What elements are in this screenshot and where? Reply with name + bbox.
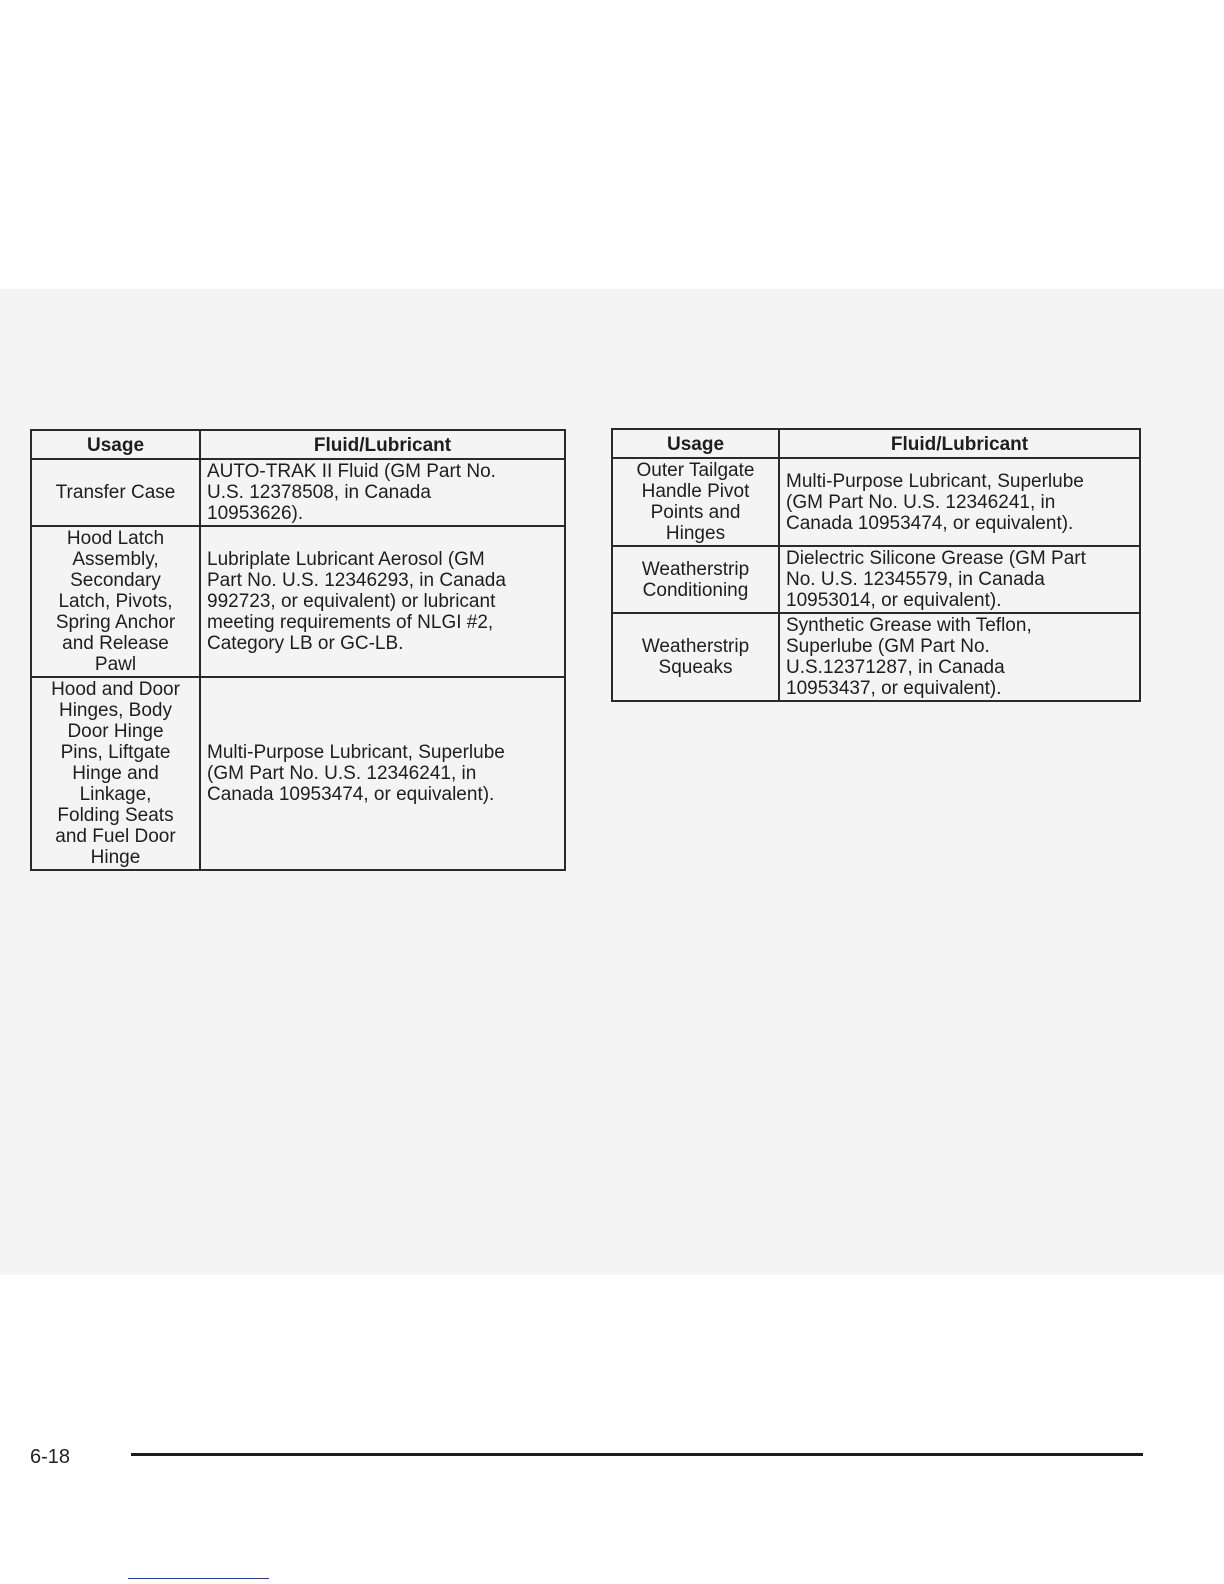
table-body — [612, 458, 1140, 701]
page-background — [0, 289, 1224, 1468]
header-usage: Usage — [31, 430, 200, 459]
usage-line: Outer Tailgate — [636, 460, 755, 481]
fluid-line: U.S. 12378508, in Canada — [207, 482, 431, 503]
usage-line: Hinge — [90, 847, 141, 868]
usage-line: Secondary — [70, 570, 161, 591]
fluid-line: Category LB or GC-LB. — [207, 633, 404, 654]
usage-line: Assembly, — [72, 549, 159, 570]
usage-line: and Fuel Door — [55, 826, 176, 847]
usage-cell — [31, 459, 200, 526]
header-fluid-lubricant: Fluid/Lubricant — [200, 430, 565, 459]
fluid-line: Superlube (GM Part No. — [786, 636, 990, 657]
usage-line: Hood and Door — [51, 679, 180, 700]
fluid-line: Canada 10953474, or equivalent). — [207, 784, 495, 805]
page-number: 6-18 — [30, 1446, 71, 1468]
header-fluid-lubricant: Fluid/Lubricant — [779, 429, 1140, 458]
usage-line: and Release — [62, 633, 169, 654]
table-header-row — [612, 429, 1140, 458]
usage-line: Door Hinge — [67, 721, 164, 742]
fluid-line: 992723, or equivalent) or lubricant — [207, 591, 496, 612]
footer-rule — [131, 1453, 1143, 1456]
fluid-line: Lubriplate Lubricant Aerosol (GM — [207, 549, 485, 570]
table-row — [612, 546, 1140, 613]
usage-line: Spring Anchor — [55, 612, 176, 633]
usage-line: Linkage, — [79, 784, 152, 805]
usage-cell — [612, 613, 779, 701]
fluid-line: (GM Part No. U.S. 12346241, in — [786, 491, 1056, 513]
bottom-divider — [128, 1578, 269, 1579]
table-row — [612, 613, 1140, 701]
usage-line: Weatherstrip — [641, 558, 750, 580]
fluid-line: Multi-Purpose Lubricant, Superlube — [786, 470, 1084, 492]
fluid-line: Synthetic Grease with Teflon, — [786, 615, 1032, 636]
table-row — [31, 526, 565, 677]
fluid-line: U.S.12371287, in Canada — [786, 657, 1005, 678]
fluid-line: Canada 10953474, or equivalent). — [786, 512, 1074, 534]
usage-cell — [31, 526, 200, 677]
lubricant-table-right — [611, 428, 1141, 702]
usage-cell — [31, 677, 200, 870]
fluid-line: meeting requirements of NLGI #2, — [207, 612, 494, 633]
fluid-cell — [200, 526, 565, 677]
usage-line: Conditioning — [642, 579, 749, 601]
usage-line: Hood Latch — [66, 528, 165, 549]
usage-line: Pawl — [94, 654, 137, 675]
fluid-cell — [779, 458, 1140, 546]
fluid-cell — [200, 677, 565, 870]
fluid-line: Part No. U.S. 12346293, in Canada — [207, 570, 506, 591]
table-body — [31, 459, 565, 870]
header-usage: Usage — [612, 429, 779, 458]
lubricant-table-left — [30, 429, 566, 871]
usage-cell — [612, 458, 779, 546]
usage-line: Hinge and — [72, 763, 159, 784]
usage-cell — [612, 546, 779, 613]
fluid-line: 10953437, or equivalent). — [786, 678, 1002, 699]
fluid-line: No. U.S. 12345579, in Canada — [786, 569, 1045, 590]
usage-line: Folding Seats — [57, 805, 174, 826]
usage-line: Pins, Liftgate — [60, 742, 171, 763]
fluid-cell — [200, 459, 565, 526]
usage-line: Weatherstrip — [641, 636, 750, 657]
usage-line: Transfer Case — [55, 482, 176, 503]
fluid-line: 10953626). — [207, 503, 304, 524]
table-row — [31, 677, 565, 870]
fluid-cell — [779, 613, 1140, 701]
usage-line: Handle Pivot — [641, 481, 750, 502]
fluid-line: AUTO-TRAK II Fluid (GM Part No. — [207, 461, 496, 482]
table-header-row — [31, 430, 565, 459]
table-row — [612, 458, 1140, 546]
fluid-line: Multi-Purpose Lubricant, Superlube — [207, 742, 505, 763]
fluid-cell — [779, 546, 1140, 613]
usage-line: Hinges, Body — [58, 700, 172, 721]
usage-line: Hinges — [665, 523, 726, 544]
usage-line: Points and — [650, 502, 741, 523]
usage-line: Latch, Pivots, — [58, 591, 173, 612]
usage-line: Squeaks — [658, 657, 733, 678]
fluid-line: 10953014, or equivalent). — [786, 590, 1002, 611]
fluid-line: Dielectric Silicone Grease (GM Part — [786, 548, 1086, 569]
fluid-line: (GM Part No. U.S. 12346241, in — [207, 763, 477, 784]
table-row — [31, 459, 565, 526]
